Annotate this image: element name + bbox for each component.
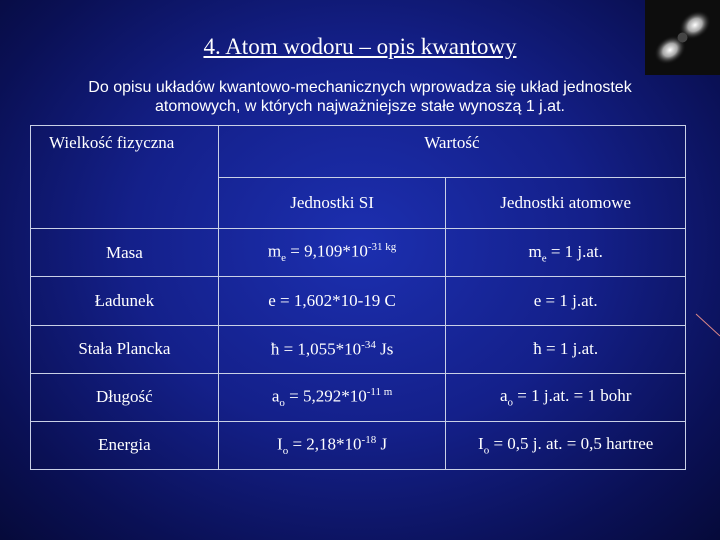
table-row [31, 325, 686, 373]
intro-text [0, 78, 720, 116]
table-row [31, 277, 686, 325]
value-superscript: -34 [361, 338, 376, 351]
value-text: = 1 j.at. = 1 bohr [513, 386, 632, 406]
decorative-line [694, 300, 720, 340]
header-si-units: Jednostki SI [218, 178, 446, 229]
value-symbol: I [478, 434, 484, 454]
value-text: = 1 j.at. [546, 241, 603, 261]
atomic-value [446, 325, 686, 373]
si-value [218, 277, 446, 325]
value-text: = 9,109*10 [285, 242, 368, 261]
value-subscript: o [483, 444, 490, 457]
value-symbol: e = 1,602*10-19 C [268, 291, 396, 310]
page-title: 4. Atom wodoru – opis kwantowy [203, 34, 517, 59]
value-subscript: o [282, 444, 289, 457]
intro-line-2: atomowych, w których najważniejsze stałe wynoszą 1 j.at. [155, 98, 565, 115]
value-symbol: m [267, 242, 282, 261]
quantity-name: Energia [31, 421, 219, 469]
table-row [31, 373, 686, 421]
value-unit: J [376, 434, 388, 454]
value-symbol: a [500, 386, 508, 406]
quantity-name: Ładunek [31, 277, 219, 325]
value-superscript: -11 m [366, 385, 393, 398]
atomic-value [446, 373, 686, 421]
quantity-name: Masa [31, 229, 219, 277]
value-symbol: ħ = 1,055*10 [270, 339, 362, 359]
value-subscript: e [281, 252, 286, 265]
quantity-name: Stała Plancka [31, 325, 219, 373]
value-symbol: e = 1 j.at. [533, 291, 598, 310]
atomic-value [446, 229, 686, 277]
value-text: = 5,292*10 [284, 386, 367, 406]
atomic-value [446, 421, 686, 469]
si-value [218, 373, 446, 421]
value-symbol: a [271, 386, 280, 406]
value-subscript: o [507, 396, 514, 409]
header-quantity: Wielkość fizyczna [31, 126, 219, 229]
table-row [31, 229, 686, 277]
quantity-name: Długość [31, 373, 219, 421]
value-symbol: ħ = 1 j.at. [533, 339, 599, 359]
value-subscript: e [541, 252, 547, 265]
si-value [218, 421, 446, 469]
units-table [30, 125, 686, 470]
si-value [218, 229, 446, 277]
value-text: = 0,5 j. at. = 0,5 hartree [489, 434, 654, 454]
intro-line-1: Do opisu układów kwantowo-mechanicznych wprowadza się układ jednostek [88, 79, 632, 96]
value-symbol: I [277, 434, 283, 454]
value-superscript: -18 [361, 433, 377, 446]
value-text: = 2,18*10 [288, 434, 362, 454]
value-subscript: o [279, 396, 285, 409]
si-value [218, 325, 446, 373]
header-value: Wartość [218, 126, 685, 178]
header-atomic-units: Jednostki atomowe [446, 178, 686, 229]
value-superscript: -31 kg [367, 241, 397, 254]
value-unit: Js [375, 339, 394, 359]
table-body [31, 229, 686, 470]
table-row [31, 421, 686, 469]
value-symbol: m [528, 241, 542, 261]
atomic-value [446, 277, 686, 325]
